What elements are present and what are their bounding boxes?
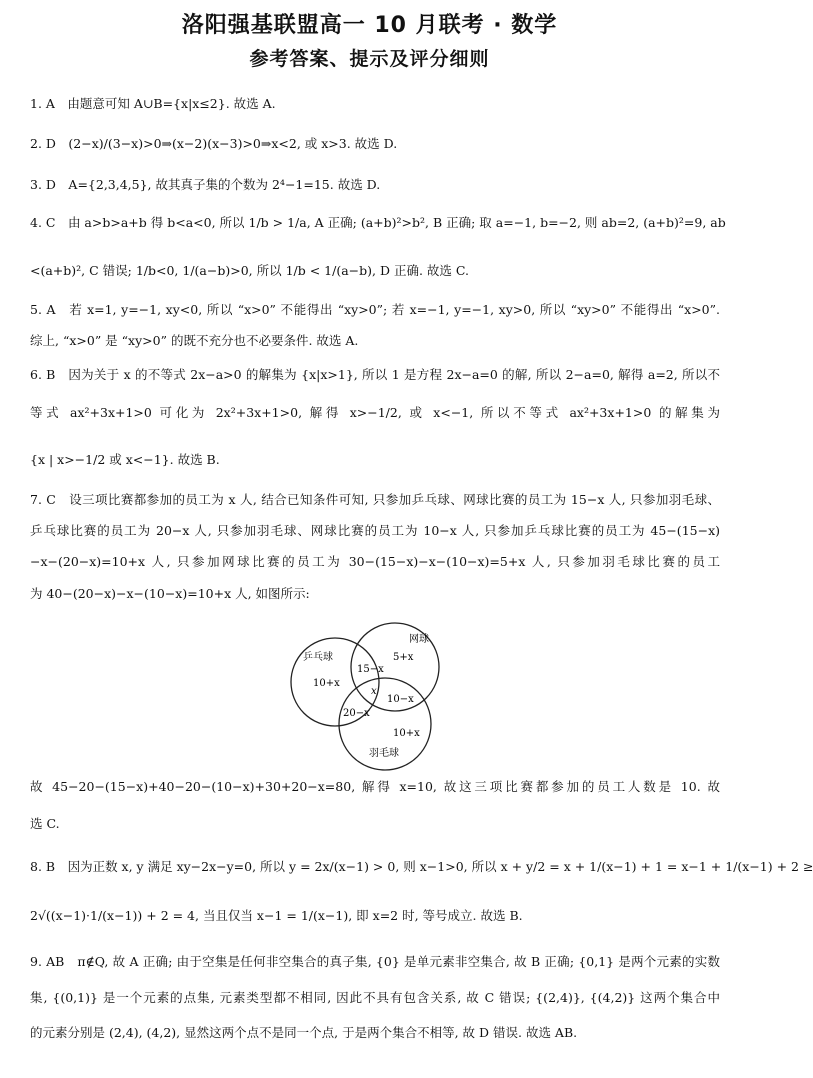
- region-all: x: [371, 686, 377, 697]
- answer-1: 1. A 由题意可知 A∪B={x|x≤2}. 故选 A.: [30, 96, 276, 111]
- region-pingpong-tennis: 15−x: [357, 664, 384, 675]
- answer-7-line4: 为 40−(20−x)−x−(10−x)=10+x 人, 如图所示:: [30, 586, 310, 601]
- answer-7-line1: 7. C 设三项比赛都参加的员工为 x 人, 结合已知条件可知, 只参加乒乓球、网球比赛的员工为 15−x 人, 只参加羽毛球、: [30, 492, 720, 507]
- answer-5-line1: 5. A 若 x=1, y=−1, xy<0, 所以 “x>0” 不能得出 “xy>0”; 若 x=−1, y=−1, xy>0, 所以 “xy>0” 不能得出 “x>0”.: [30, 302, 720, 317]
- answer-6-line3: {x | x>−1/2 或 x<−1}. 故选 B.: [30, 452, 220, 467]
- venn-diagram: [285, 612, 445, 770]
- answer-8-line1: 8. B 因为正数 x, y 满足 xy−2x−y=0, 所以 y = 2x/(x−1) > 0, 则 x−1>0, 所以 x + y/2 = x + 1/(x−1) + 1 = x−1 + 1/(x−1) + 2 ≥: [30, 859, 813, 874]
- answer-2: 2. D (2−x)/(3−x)>0⇒(x−2)(x−3)>0⇒x<2, 或 x>3. 故选 D.: [30, 136, 398, 151]
- tennis-label: 网球: [409, 634, 429, 645]
- region-pingpong-only: 10+x: [313, 678, 340, 689]
- badminton-label: 羽毛球: [369, 748, 399, 759]
- page-title: 洛阳强基联盟高一 10 月联考 · 数学: [181, 13, 558, 38]
- answer-8-line2: 2√((x−1)·1/(x−1)) + 2 = 4, 当且仅当 x−1 = 1/(x−1), 即 x=2 时, 等号成立. 故选 B.: [30, 908, 523, 923]
- answer-9-line3: 的元素分别是 (2,4), (4,2), 显然这两个点不是同一个点, 于是两个集合不相等, 故 D 错误. 故选 AB.: [30, 1025, 578, 1040]
- answer-3: 3. D A={2,3,4,5}, 故其真子集的个数为 2⁴−1=15. 故选 D.: [30, 177, 381, 192]
- answer-7-line5: 故 45−20−(15−x)+40−20−(10−x)+30+20−x=80, 解得 x=10, 故这三项比赛都参加的员工人数是 10. 故: [30, 779, 720, 794]
- answer-7-line6: 选 C.: [30, 816, 60, 831]
- answer-9-line1: 9. AB π∉Q, 故 A 正确; 由于空集是任何非空集合的真子集, {0} 是单元素非空集合, 故 B 正确; {0,1} 是两个元素的实数: [30, 954, 720, 969]
- region-pingpong-badminton: 20−x: [343, 708, 370, 719]
- answer-5-line2: 综上, “x>0” 是 “xy>0” 的既不充分也不必要条件. 故选 A.: [30, 333, 359, 348]
- answer-7-line2: 乒乓球比赛的员工为 20−x 人, 只参加羽毛球、网球比赛的员工为 10−x 人, 只参加乒乓球比赛的员工为 45−(15−x): [30, 523, 720, 538]
- answer-6-line1: 6. B 因为关于 x 的不等式 2x−a>0 的解集为 {x|x>1}, 所以 1 是方程 2x−a=0 的解, 所以 2−a=0, 解得 a=2, 所以不: [30, 367, 720, 382]
- answer-4-line2: <(a+b)², C 错误; 1/b<0, 1/(a−b)>0, 所以 1/b < 1/(a−b), D 正确. 故选 C.: [30, 263, 469, 278]
- region-tennis-badminton: 10−x: [387, 694, 414, 705]
- answer-9-line2: 集, {(0,1)} 是一个元素的点集, 元素类型都不相同, 因此不具有包含关系, 故 C 错误; {(2,4)}, {(4,2)} 这两个集合中: [30, 990, 720, 1005]
- region-badminton-only: 10+x: [393, 728, 420, 739]
- answer-4-line1: 4. C 由 a>b>a+b 得 b<a<0, 所以 1/b > 1/a, A 正确; (a+b)²>b², B 正确; 取 a=−1, b=−2, 则 ab=2, (a+b)²=9, ab: [30, 215, 726, 230]
- answer-7-line3: −x−(20−x)=10+x 人, 只参加网球比赛的员工为 30−(15−x)−x−(10−x)=5+x 人, 只参加羽毛球比赛的员工: [30, 554, 720, 569]
- page-subtitle: 参考答案、提示及评分细则: [249, 48, 490, 70]
- pingpong-label: 乒乓球: [303, 652, 333, 663]
- region-tennis-only: 5+x: [393, 652, 414, 663]
- answer-6-line2: 等式 ax²+3x+1>0 可化为 2x²+3x+1>0, 解得 x>−1/2, 或 x<−1, 所以不等式 ax²+3x+1>0 的解集为: [30, 405, 720, 420]
